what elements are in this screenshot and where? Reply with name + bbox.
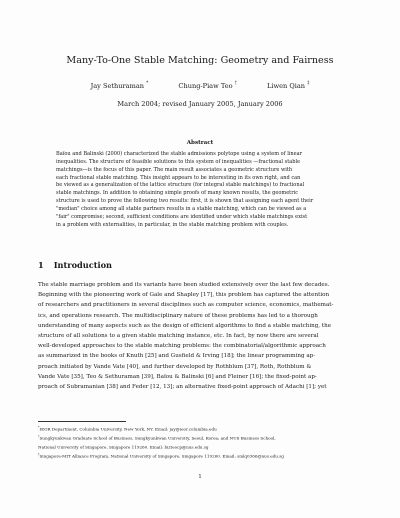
footnote-mark: †: [38, 434, 40, 439]
footnote: ‡Singapore-MIT Alliance Program, National University of Singapore, Singapore 119260. Email: smlq0366@nus.edu.sg: [38, 452, 284, 459]
abstract-line: in a problem with externalities, in particular, in the stable matching problem with couples.: [56, 221, 289, 228]
footnote-rule: [38, 421, 126, 422]
body-text: [38, 280, 362, 392]
section-number: 1: [38, 260, 44, 270]
body-line: understanding of many aspects such as the design of efficient algorithms to find a stable matching, the: [38, 322, 332, 329]
body-line: Vande Vate [35], Teo & Sethuraman [39], Baïou & Balinski [6] and Fleiner [16]; the fixed-point ap-: [38, 373, 317, 380]
footnote: National University of Singapore, Singapore 119260. Email: bizteocp@nus.edu.sg: [38, 444, 209, 450]
abstract-line: inequalities. The structure of feasible solutions to this system of inequalities —fractional stable: [56, 158, 301, 165]
footnote-mark: *: [38, 425, 40, 429]
footnote-mark: ‡: [38, 452, 40, 457]
abstract-line: matchings—is the focus of this paper. The main result associates a geometric structure with: [56, 166, 293, 173]
abstract-heading: Abstract: [186, 140, 214, 146]
abstract-line: "median" choice among all stable partners results in a stable matching, which can be viewed as a: [56, 205, 307, 212]
author: Chung-Piaw Teo †: [178, 81, 237, 91]
footnote-mark: ‡: [307, 81, 310, 86]
footnote: *IEOR Department, Columbia University, New York, NY. Email: jay@ieor.columbia.edu: [38, 425, 217, 432]
footnotes: [38, 424, 362, 460]
body-line: well-developed approaches to the stable matching problems: the combinatorial/algorithmic approach: [38, 343, 326, 350]
paper-date: March 2004; revised January 2005, January 2006: [117, 100, 283, 108]
page-number: 1: [198, 474, 202, 480]
abstract-line: stable matchings. In addition to obtaining simple proofs of many known results, the geometric: [56, 190, 299, 197]
body-line: of researchers and practitioners in several disciplines such as computer science, economics, mathemat-: [38, 302, 334, 309]
body-line: as summarized in the books of Knuth [25] and Gusfield & Irving [18]; the linear programming ap-: [38, 353, 316, 360]
section-heading: [38, 260, 112, 270]
footnote: †Sungkyunkwan Graduate School of Business, Sungkyunkwan University, Seoul, Korea; and NUS Business School,: [38, 434, 276, 441]
body-line: proach initiated by Vande Vate [40], and further developed by Rothblum [37], Roth, Rothblum &: [38, 363, 312, 370]
abstract-line: be viewed as a generalization of the lattice structure (for integral stable matchings) to fractional: [56, 182, 305, 189]
abstract-line: each fractional stable matching. This insight appears to be interesting in its own right, and can: [56, 174, 301, 181]
paper-title: Many-To-One Stable Matching: Geometry and Fairness: [66, 55, 334, 66]
author: Liwen Qian ‡: [266, 81, 310, 91]
body-line: Beginning with the pioneering work of Gale and Shapley [17], this problem has captured the attention: [38, 292, 330, 299]
abstract-text: [56, 151, 346, 229]
section-title: Introduction: [53, 260, 113, 270]
abstract-line: structure is used to prove the following two results: first, it is shown that assigning each agent their: [56, 198, 314, 205]
footnote-mark: *: [146, 81, 149, 86]
body-line: proach of Subramanian [38] and Feder [12, 13]; an alternative fixed-point approach of Adachi [1]; yet: [38, 384, 327, 391]
body-line: structure of all solutions to a given stable matching instance, etc. In fact, by now there are several: [38, 333, 319, 340]
author-list: [0, 82, 400, 90]
body-line: The stable marriage problem and its variants have been studied extensively over the last few decades.: [38, 282, 330, 288]
abstract-line: "fair" compromise; second, sufficient conditions are identified under which stable matchings exist: [56, 213, 308, 220]
abstract-line: Baïou and Balinski (2000) characterized the stable admissions polytope using a system of linear: [56, 151, 303, 157]
author: Jay Sethuraman *: [90, 81, 149, 91]
body-line: ics, and operations research. The multidisciplinary nature of these problems has led to a thorough: [38, 312, 318, 319]
footnote-mark: †: [234, 81, 237, 86]
